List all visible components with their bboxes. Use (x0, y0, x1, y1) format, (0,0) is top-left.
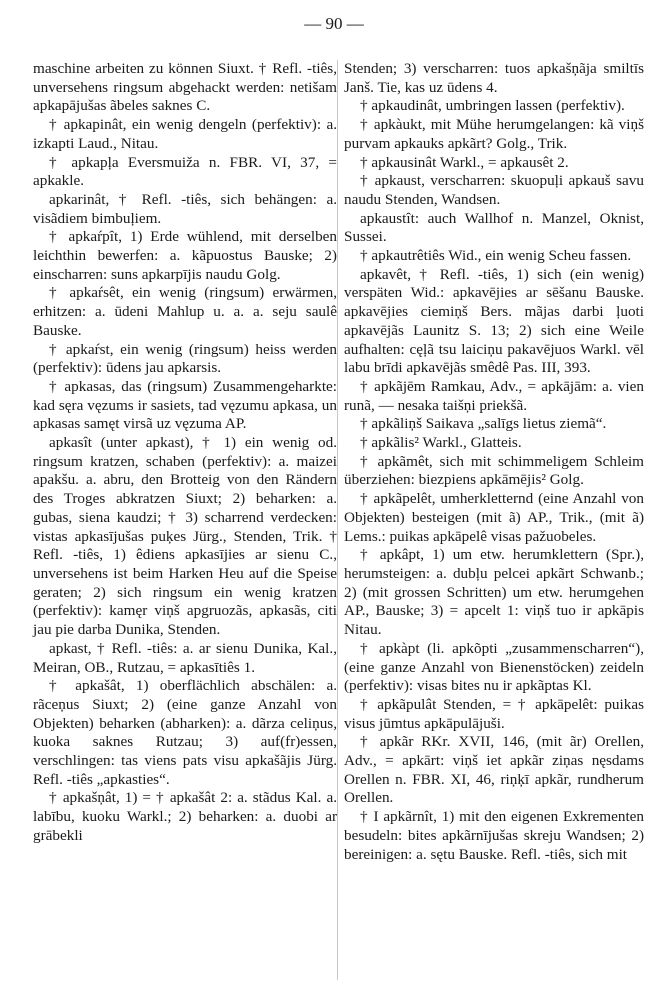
entry: apkaustît: auch Wallhof n. Manzel, Oknist, Sussei. (344, 209, 644, 246)
entry: † apkãpulât Stenden, = † apkāpelêt: puikas visus jūmtus apkāpulājuši. (344, 695, 644, 732)
entry: † apkãr RKr. XVII, 146, (mit ãr) Orellen, Adv., = apkārt: viņš iet apkãr ziņas nęsdams Orellen n. FBR. XI, 46, riņķī apkãr, rundherum Orellen. (344, 733, 644, 807)
page-number: — 90 — (304, 14, 364, 33)
entry: † apkautrêtiês Wid., ein wenig Scheu fassen. (360, 247, 632, 265)
entry: † apkausinât Warkl., = apkausêt 2. (360, 153, 569, 171)
entry: maschine arbeiten zu können Siuxt. † Refl. -tiês, unversehens ringsum abgehackt werden: netišam apkapājušas ãbeles saknes C. (33, 60, 337, 115)
entry: † apkasas, das (ringsum) Zusammengeharkte: kad sęra vęzums ir sasiets, tad vęzumu apkasa, un apkasas samęt virsã uz vęzuma AP. (33, 377, 337, 433)
entry: † apkaust, verscharren: skuopuļi apkauš savu naudu Stenden, Wandsen. (344, 172, 644, 208)
entry: † apkašņât, 1) = † apkašât 2: a. stãdus Kal. a. labību, kuoku Warkl.; 2) beharken: a. duobi ar grābekli (33, 789, 337, 844)
entry: † apkãlis² Warkl., Glatteis. (360, 434, 522, 452)
entry: apkasît (unter apkast), † 1) ein wenig od. ringsum kratzen, schaben (perfektiv): a. maizei apakšu. a. abru, den Brotteig von den Rändern des Troges abkratzen Siuxt; 2) beharken: a. gubas, siena kaudzi; † 3) scharrend verdecken: vistas apkasījušas puķes Jürg., Stenden, Trik. † Refl. -tiês, 1) êdiens apkasījies ar sienu C., unversehens ist beim Harken Heu auf die Speise geraten; 2) sich ringsum ein wenig kratzen (perfektiv): kamęr viņš apgruozãs, apkasãs, citi jau pie darba Dunika, Stenden. (33, 434, 337, 639)
entry: apkarinât, † Refl. -tiês, sich behängen: a. visãdiem bimbuļiem. (33, 190, 337, 227)
entry: † apkãmêt, sich mit schimmeligem Schleim überziehen: biezpiens apkāmējis² Golg. (344, 452, 644, 489)
entry: † apkaŕst, ein wenig (ringsum) heiss werden (perfektiv): ūdens jau apkarsis. (33, 340, 337, 377)
left-column (33, 60, 337, 846)
entry: apkavêt, † Refl. -tiês, 1) sich (ein wenig) verspäten Wid.: apkavējies ar sēšanu Bauske. apkavējies ciemiņš Bers. mãjas darbi ļuoti apkavējãs Launitz S. 13; 2) sich eine Weile aufhalten: cęļã tsu laiciņu pakavējuos Warkl. vēl labu brīdi apkavējãs smêdê Pas. III, 393. (344, 265, 644, 377)
entry: Stenden; 3) verscharren: tuos apkašņãja smiltīs Janš. Tie, kas uz ūdens 4. (344, 60, 644, 96)
entry: † apkaudinât, umbringen lassen (perfektiv). (360, 97, 625, 115)
column-divider (337, 60, 338, 980)
entry: † apkapinât, ein wenig dengeln (perfektiv): a. izkapti Laud., Nitau. (33, 116, 337, 152)
entry: † apkãpelêt, umherkletternd (eine Anzahl von Objekten) besteigen (mit ã) AP., Trik., (mit ã) Lems.: puikas apkāpelê visas pažuobeles. (344, 490, 644, 545)
entry: † apkàpt (li. apkõpti „zusammenscharren“), (eine ganze Anzahl von Bienenstöcken) zeideln (perfektiv): visas bites nu ir apkãptas Kl. (344, 639, 644, 695)
entry: † I apkãrnît, 1) mit den eigenen Exkrementen besudeln: bites apkãrnījušas skreju Wandsen; 2) bereinigen: a. sętu Bauske. Refl. -tiês, sich mit (344, 808, 644, 863)
right-column (344, 60, 644, 864)
entry: † apkãjēm Ramkau, Adv., = apkājām: a. vien runã, — nesaka taišņi priekšã. (344, 377, 644, 414)
entry: † apkaŕpît, 1) Erde wühlend, mit derselben leichthin bewerfen: a. kãpuostus Bauske; 2) einscharren: suns apkarpījis naudu Golg. (33, 228, 337, 283)
entry: † apkâpt, 1) um etw. herumklettern (Spr.), herumsteigen: a. dubļu pelcei apkãrt Schwanb.; 2) (mit grossen Schritten) um etw. herumgehen AP., Bauske; 3) = apcelt 1: viņš tuo ir apkāpis Nitau. (344, 546, 644, 639)
entry: apkast, † Refl. -tiês: a. ar sienu Dunika, Kal., Meiran, OB., Rutzau, = apkasītiês 1. (33, 639, 337, 676)
entry: † apkaŕsêt, ein wenig (ringsum) erwärmen, erhitzen: a. ūdeni Mahlup u. a. a. seju saulê Bauske. (33, 284, 337, 339)
entry: † apkapļa Eversmuiža n. FBR. VI, 37, = apkakle. (33, 153, 337, 190)
entry: † apkàukt, mit Mühe herumgelangen: kã viņš purvam apkauks apkãrt? Golg., Trik. (344, 116, 644, 152)
entry: † apkašât, 1) oberflächlich abschälen: a. rãceņus Siuxt; 2) (eine ganze Anzahl von Objekten) beharken (abharken): a. dãrza celiņus, kuoka saknes Rutzau; 3) auf(fr)essen, verschlingen: tas viens pats visu apkašãjis Jürg. Refl. -tiês „apkasties“. (33, 677, 337, 788)
entry: † apkãliņš Saikava „salīgs lietus ziemã“. (360, 415, 607, 433)
